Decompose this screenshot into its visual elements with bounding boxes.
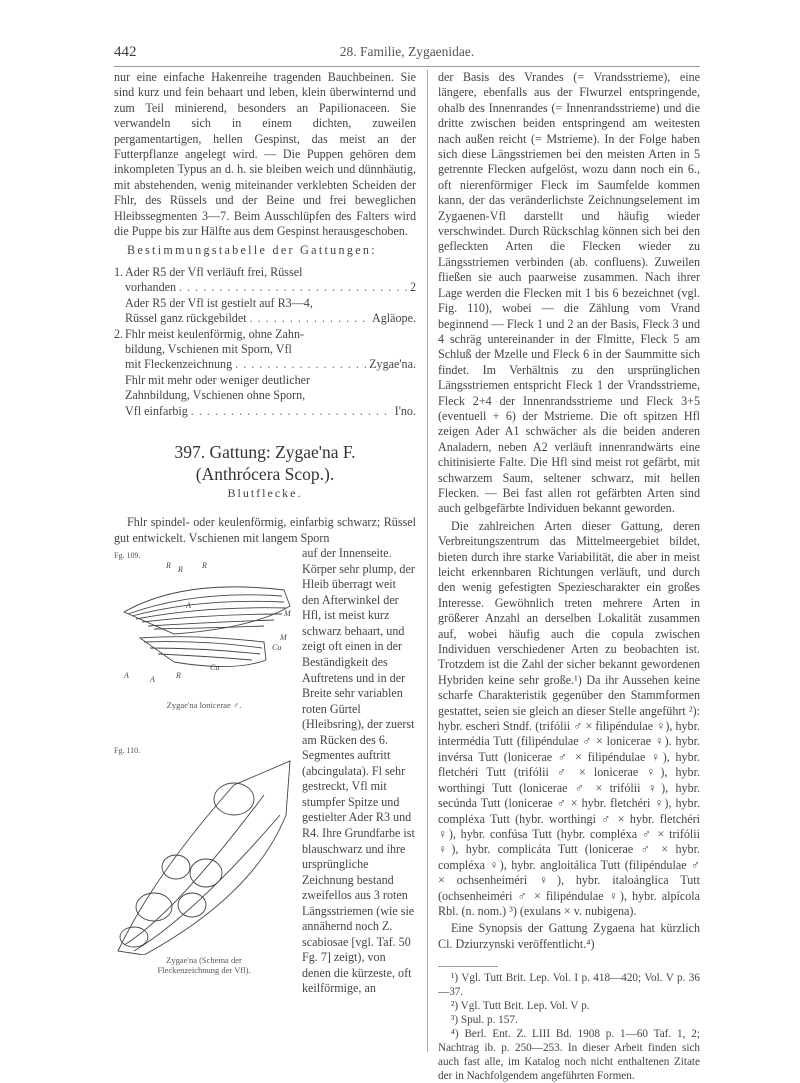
- key-entry: 1. Ader R5 der Vfl verläuft frei, Rüssel: [114, 264, 303, 279]
- moth-wing-venation-illustration: [114, 550, 294, 700]
- page-header: [114, 44, 700, 64]
- paragraph: der Basis des Vrandes (= Vrandsstrieme), eine längere, ebenfalls aus der Flwurzel entspringende, ohalb des Innenrandes (= Innenrandsstrieme) und die dritte zwischen beiden entspringend am weitesten nach außen reicht (= Mstrieme). In der Folge haben sich diese Längsstriemen bei den meisten Arten in 5 getrennte Flecken aufgelöst, wozu dann noch ein 6., oft nierenförmiger Fleck im Saumfelde kommen kann, der das veränderlichste Zeichnungselement im Zygaenen-Vfl darstellt und häufig wieder verschwindet. Durch Rückschlag können sich bei den gefleckten Arten die Flecken wieder zu Längsstriemen verbinden (ab. confluens). Zuweilen fließen sie auch paarweise zusammen. Nach ihrer Lage werden die Flecken mit 1 bis 6 bezeichnet (vgl. Fig. 110), wobei — die Zählung vom Vrand beginnend — Fleck 1 und 2 an der Basis, Fleck 3 und 4 schräg untereinander in der Flmitte, Fleck 5 am Schluß der Mzelle und Fleck 6 in der Saummitte sich findet. Im Verhältnis zu den ursprünglichen Längsstriemen entspricht Fleck 1 der Vrandsstrieme, Fleck 2+4 der Innenrandsstrieme und Fleck 3+5 (eventuell + 6) der Mstrieme. Die oft spitzen Hfl zeigen Ader A1 schwächer als die beiden anderen Analadern, neben A2 verläuft innenrandwärts eine chitinisierte Falte. Die Hfl sind meist rot gefärbt, mit schwarzem Saum, seltener schwarz, mit hellen Flecken. — Bei fast allen rot gefärbten Arten sind auch gelbgefärbte Individuen bekannt geworden.: [438, 70, 700, 516]
- svg-text:Cu: Cu: [272, 643, 282, 653]
- figure-area: [114, 546, 416, 1066]
- footnotes: [438, 966, 700, 1083]
- svg-text:R: R: [202, 561, 207, 571]
- figure-caption: Zygae'na lonicerae ♂.: [166, 700, 242, 711]
- genus-subtitle: Blutflecke.: [227, 485, 303, 500]
- key-entry-result: mit Fleckenzeichnung . . . Zygae'na.: [114, 357, 416, 372]
- key-entry-result: vorhanden . . . 2: [114, 280, 416, 295]
- svg-text:A: A: [124, 671, 129, 681]
- intro-paragraph: nur eine einfache Hakenreihe tragenden Bauchbeinen. Sie sind kurz und fein behaart und leben, klein überwinternd und zum Teil minierend, besonders an Papilionaceen. Sie verwandeln sich in einem dichten, zuweilen pergamentartigen, hellen Gespinst, das meist an der Futterpflanze angelegt wird. — Die Puppen gehören dem inkompleten Typus an d. h. sie bleiben weich und dünnhäutig, mit abstehenden, wenig miteinander verklebten Scheiden der Fhlr, des Rüssels und der Beine und frei beweglichen Hleibssegmenten 3—7. Beim Ausschlüpfen des Falters wird die Puppe bis zur Hälfte aus dem Gespinst herausgeschoben.: [114, 70, 416, 239]
- footnote: ²) Vgl. Tutt Brit. Lep. Vol. V p.: [451, 1000, 590, 1013]
- key-entry: Ader R5 der Vfl ist gestielt auf R3—4,: [125, 295, 313, 310]
- figure-caption: Zygae'na (Schema der Fleckenzeichnung der Vfl).: [157, 955, 251, 976]
- footnote: ¹) Vgl. Tutt Brit. Lep. Vol. I p. 418—420; Vol. V p. 36—37.: [438, 972, 700, 999]
- header-rule: [114, 66, 700, 67]
- svg-text:R: R: [178, 565, 183, 575]
- column-divider: [427, 70, 428, 1052]
- identification-key: 1. Ader R5 der Vfl verläuft frei, Rüssel vorhanden . . . 2 Ader R5 der Vfl ist gestielt auf R3—4, Rüssel ganz rückgebildet . . . Agläope. 2. Fhlr meist keulenförmig, ohne Zahn- bildung, Vschienen mit Sporn, Vfl mit Fleckenzeichnung . . . Zygae'na. Fhlr mit mehr oder weniger deutlicher Zahnbildung, Vschienen ohne Sporn, Vfl einfarbig . . . I'no.: [114, 265, 416, 419]
- footnote: ⁴) Berl. Ent. Z. LIII Bd. 1908 p. 1—60 Taf. 1, 2; Nachtrag ib. p. 250—253. In dieser Arbeit finden sich auch fast alle, im Katalog noch nicht enthaltenen Zitate der in Nachfolgendem angeführten Formen.: [438, 1028, 700, 1083]
- genus-title: 397. Gattung: Zygae'na F. (Anthrócera Scop.).: [174, 441, 356, 484]
- paragraph: Die zahlreichen Arten dieser Gattung, deren Verbreitungszentrum das Mittelmeergebiet bildet, bieten durch ihre starke Variabilität, die aber in meist leicht erkennbaren Richtungen verläuft, und durch den wenig gefestigten Speziescharakter ein großes Interesse. Gewöhnlich treten mehrere Arten in größerer Anzahl an derselben Lokalität zusammen auf, wobei häufig auch die copula zwischen Individuen verschiedener Arten zu beobachten ist. Trotzdem ist die Zahl der sicher bekannt gewordenen Hybriden keine sehr große.¹) Da ihr Aussehen keine scharfe Charakteristik gegenüber den Stammformen gestattet, seien sie gleich an dieser Stelle angeführt ²): hybr. escheri Stndf. (trifólii ♂ × filipéndulae ♀), hybr. intermédia Tutt (filipéndulae ♂ × lonicerae ♀). hybr. invérsa Tutt (lonicerae ♂ × filipéndulae ♀), hybr. fletchéri Tutt (trifólii ♂ × lonicerae ♀), hybr. worthingi Tutt (lonicerae ♂ × trifólii ♀), hybr. secúnda Tutt (lonicerae ♂ × hybr. fletchéri ♀), hybr. compléxa Tutt (hybr. worthingi ♂ × hybr. fletchéri ♀), hybr. confúsa Tutt (hybr. compléxa ♂ × trifólii ♀), hybr. complicáta Tutt (lonicerae ♂ × hybr. compléxa ♀), hybr. angloitálica Tutt (filipéndulae ♂ × ochsenheiméri ♀), hybr. italoánglica Tutt (ochsenheiméri ♂ × filipéndulae ♀), hybr. alpícola Rbl. (n. nom.) ³) (exulans × v. nubigena).: [438, 518, 700, 918]
- page-number: 442: [114, 44, 137, 60]
- key-entry: 2. Fhlr meist keulenförmig, ohne Zahn-: [114, 326, 305, 341]
- figure-110: [114, 746, 294, 983]
- figure-label: Fg. 110.: [114, 746, 141, 756]
- svg-text:R: R: [166, 561, 171, 571]
- svg-text:Cu: Cu: [210, 663, 220, 673]
- svg-text:A: A: [150, 675, 155, 685]
- footnote: ³) Spul. p. 157.: [451, 1014, 518, 1027]
- right-column: [438, 70, 700, 1083]
- paragraph: Eine Synopsis der Gattung Zygaena hat kürzlich Cl. Dziurzynski veröffentlicht.⁴): [438, 921, 700, 951]
- key-heading: Bestimmungstabelle der Gattungen:: [127, 243, 377, 258]
- left-column: [114, 70, 416, 1066]
- key-entry-result: Rüssel ganz rückgebildet . . . Agläope.: [114, 311, 416, 326]
- svg-text:M: M: [284, 609, 291, 619]
- svg-text:M: M: [280, 633, 287, 643]
- figure-109: [114, 550, 294, 710]
- figure-label: Fg. 109.: [114, 551, 141, 561]
- spot-pattern-schema-illustration: [114, 755, 294, 955]
- footnote-rule: [438, 966, 498, 967]
- running-title: 28. Familie, Zygaenidae.: [339, 44, 475, 59]
- key-entry: Fhlr mit mehr oder weniger deutlicher: [125, 372, 311, 387]
- figure-side-text: auf der Innenseite. Körper sehr plump, der Hleib überragt weit den Afterwinkel der Hfl, ist meist kurz schwarz behaart, und zeigt oft einen in der Beständigkeit des Auftretens und in der Breite sehr variablen roten Gürtel (Hleibsring), der zuerst am Rücken des 6. Segmentes auftritt (abcingulata). Fl sehr gestreckt, Vfl mit stumpfer Spitze und gestielter Ader R3 und R4. Ihre Grundfarbe ist blauschwarz und ihre ursprüngliche Zeichnung bestand zweifellos aus 3 roten Längsstriemen (wie sie annähernd noch Z. scabiosae [vgl. Taf. 50 Fg. 7] zeigt), von denen die kürzeste, oft keilförmige, an: [302, 546, 415, 996]
- svg-text:A: A: [186, 601, 191, 611]
- key-entry-result: Vfl einfarbig . . . I'no.: [114, 404, 416, 419]
- svg-text:R: R: [176, 671, 181, 681]
- genus-description: Fhlr spindel- oder keulenförmig, einfarbig schwarz; Rüssel gut entwickelt. Vschienen mit langem Sporn: [114, 515, 416, 545]
